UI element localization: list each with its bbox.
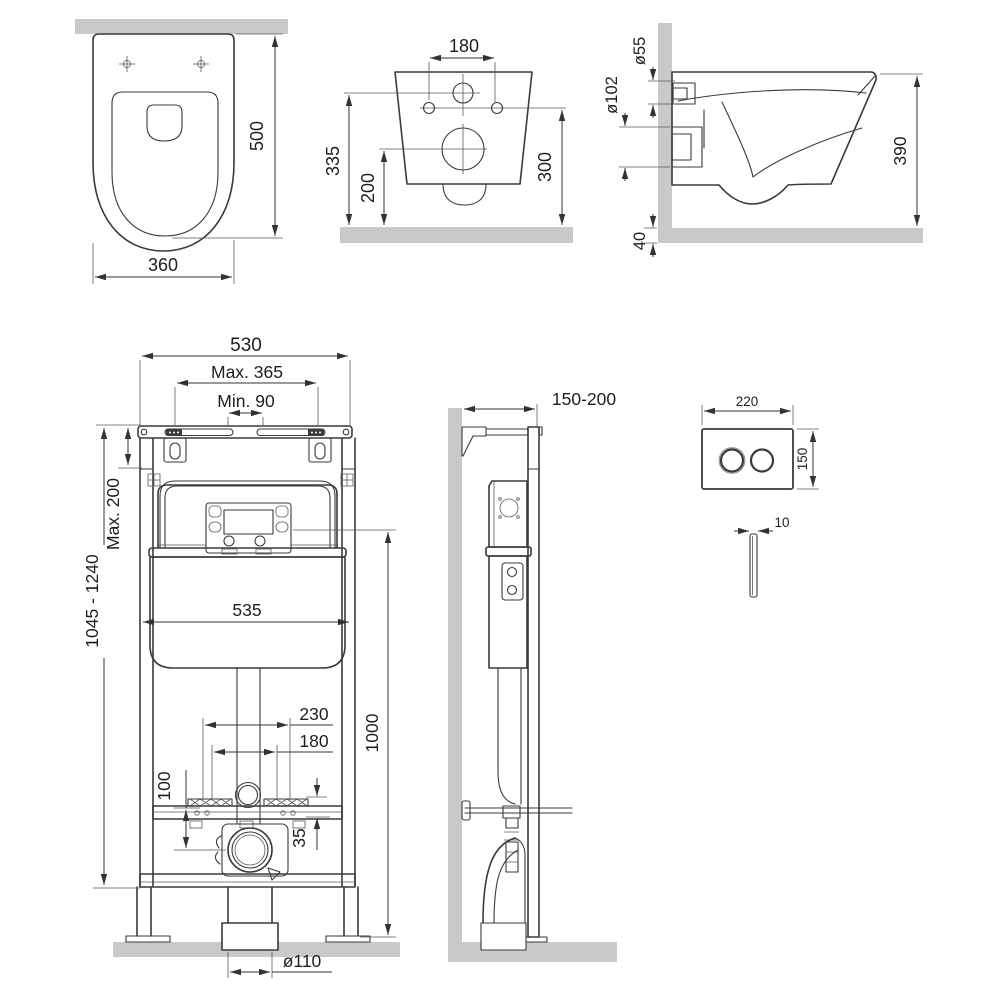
bowl-side-view <box>603 23 923 257</box>
drain-socket <box>222 923 278 950</box>
dim-label-plate-width: 220 <box>735 394 759 409</box>
bowl-back-view <box>323 36 573 243</box>
frame-front-view <box>82 335 400 978</box>
bowl-side-profile <box>672 72 876 204</box>
flush-plate-view <box>702 394 819 597</box>
dim-label-floor-thickness: 40 <box>631 231 649 251</box>
dim-label-depth-range: 150-200 <box>551 389 617 409</box>
dim-label-frame-width: 530 <box>230 335 262 356</box>
bowl-inner-line <box>722 102 753 177</box>
outlet-spigot <box>672 127 702 167</box>
bracket-bolt-head-right <box>308 430 324 436</box>
mounting-mark-left <box>119 56 135 72</box>
outlet-connector <box>215 824 288 880</box>
dim-label-rail-extension-max: Max. 200 <box>103 478 123 550</box>
inlet-pipe-section <box>236 783 261 808</box>
dim-label-inlet-diameter: ø55 <box>631 36 649 66</box>
dim-label-rod-offset: 35 <box>289 828 309 848</box>
dim-label-rod-spacing-outer: 230 <box>299 704 329 724</box>
wall-section <box>448 408 462 942</box>
cistern-bracket <box>160 481 335 548</box>
wall-section <box>658 23 672 228</box>
inlet-spigot <box>673 83 695 104</box>
actuator-box <box>206 503 291 554</box>
dim-label-bolt-height: 300 <box>535 151 555 183</box>
drain-elbow <box>481 838 526 950</box>
dim-label-bolt-spacing: 180 <box>448 36 480 56</box>
flush-plate-face <box>702 429 793 489</box>
rim-corner-line <box>858 76 875 95</box>
cistern-side <box>486 481 531 668</box>
rod-bracket-right <box>264 799 308 806</box>
outlet-cover-bump <box>443 184 486 205</box>
foot-plate-left <box>126 936 170 942</box>
bowl-top-view <box>75 19 288 284</box>
drain-pipe <box>228 887 272 923</box>
dim-label-cistern-width: 535 <box>232 600 262 620</box>
flush-plate-edge-view <box>750 534 757 597</box>
wall-section <box>75 19 288 34</box>
bowl-outer-rim <box>93 34 234 251</box>
tube-notch <box>539 427 542 435</box>
floor-section <box>658 228 923 243</box>
dim-label-bowl-depth: 390 <box>890 136 910 166</box>
mounting-rod <box>462 801 572 820</box>
dim-label-outlet-diameter: ø102 <box>603 76 621 114</box>
seat-inner-rim <box>112 92 218 236</box>
floor-section <box>340 227 573 243</box>
wall-bracket <box>462 427 528 456</box>
mounting-mark-right <box>193 56 209 72</box>
dim-label-plate-height: 150 <box>795 447 810 471</box>
dim-label-height-range: 1045 - 1240 <box>82 554 102 648</box>
dim-label-inlet-offset: 100 <box>154 771 174 801</box>
trapway-line <box>753 128 862 177</box>
frame-side-view <box>448 389 617 962</box>
extension-lines <box>429 62 495 102</box>
dim-label-rod-spacing-inner: 180 <box>299 731 329 751</box>
seat-edge-line <box>678 90 866 101</box>
hanger-bolt-right <box>309 438 331 462</box>
center-lines <box>344 74 566 174</box>
dim-label-plate-thickness: 10 <box>774 515 790 530</box>
front-tube <box>528 427 539 937</box>
hanger-bolt-left <box>164 438 186 462</box>
flush-recess <box>147 105 182 141</box>
dim-label-inlet-height: 335 <box>323 145 343 177</box>
dim-label-bowl-depth: 500 <box>247 120 267 152</box>
dim-label-bracket-min: Min. 90 <box>217 391 275 411</box>
floor-section <box>448 942 617 962</box>
bracket-bolt-head-left <box>166 430 182 436</box>
dim-label-drain-diameter: ø110 <box>282 951 322 971</box>
dim-label-bracket-max: Max. 365 <box>211 362 283 382</box>
dim-label-bowl-width: 360 <box>147 255 179 275</box>
dim-label-outlet-height: 200 <box>358 172 378 204</box>
rod-bracket-left <box>188 799 232 806</box>
cistern-top <box>158 485 337 548</box>
dim-label-actuator-height: 1000 <box>362 713 382 753</box>
flush-pipe-side <box>498 668 521 804</box>
